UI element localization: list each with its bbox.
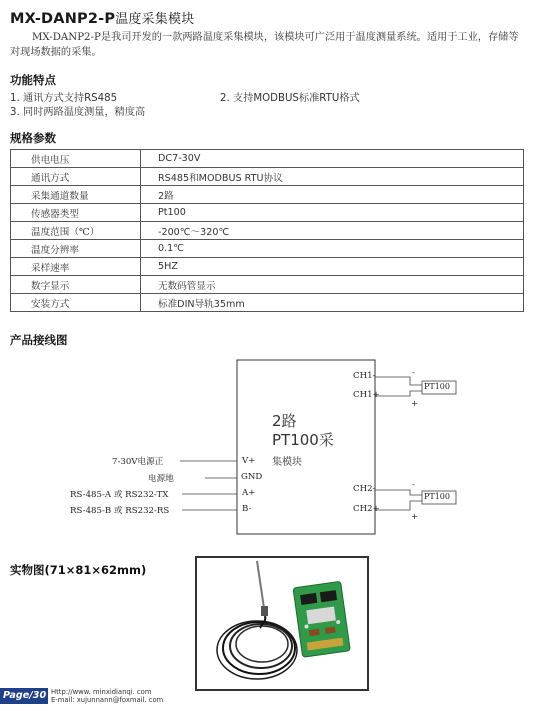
page-title [10, 8, 194, 27]
channel-ch1-minus: CH1- [353, 371, 376, 381]
label-power-ground: 电源地 [148, 474, 174, 484]
sensor-pt100-2: PT100 [424, 492, 450, 501]
label-rs485-a: RS-485-A 或 RS232-TX [70, 490, 169, 500]
channel-ch1-plus: CH1+ [353, 390, 380, 400]
terminal-vplus: V+ [242, 456, 256, 466]
product-name: 温度采集模块 [115, 12, 195, 27]
spec-value: 无数码管显示 [141, 276, 524, 294]
polarity-plus: + [411, 512, 419, 522]
terminal-bminus: B- [242, 504, 252, 514]
spec-key: 安装方式 [11, 294, 141, 312]
specs-heading: 规格参数 [10, 131, 56, 145]
footer-email: E-mail: xujunnann@foxmail. com [51, 696, 164, 704]
model-name: MX-DANP2-P [10, 11, 116, 27]
polarity-plus: + [411, 399, 419, 409]
photo-heading: 实物图(71×81×62mm) [10, 563, 147, 577]
table-row [11, 168, 524, 186]
polarity-minus: - [412, 368, 415, 378]
spec-key: 采样速率 [11, 258, 141, 276]
terminal-aplus: A+ [242, 488, 256, 498]
product-photo [195, 556, 369, 691]
table-row [11, 258, 524, 276]
spec-key: 采集通道数量 [11, 186, 141, 204]
wiring-heading: 产品接线图 [10, 333, 68, 347]
feature-item: 1. 通讯方式支持RS485 [10, 93, 118, 104]
spec-key: 供电电压 [11, 150, 141, 168]
feature-item: 3. 同时两路温度测量，精度高 [10, 107, 146, 118]
spec-value: -200℃～320℃ [141, 222, 524, 240]
table-row [11, 150, 524, 168]
spec-key: 温度范围（℃） [11, 222, 141, 240]
spec-value: 5HZ [141, 258, 524, 276]
spec-key: 温度分辨率 [11, 240, 141, 258]
label-power-positive: 7-30V电源正 [112, 457, 164, 467]
channel-ch2-plus: CH2+ [353, 504, 380, 514]
spec-value: RS485和MODBUS RTU协议 [141, 168, 524, 186]
channel-ch2-minus: CH2- [353, 484, 376, 494]
table-row [11, 222, 524, 240]
footer-website: Http://www. minxidianqi. com [51, 688, 152, 696]
box-text-line1: 2路 [272, 412, 297, 430]
page-number-badge: Page/30 [0, 688, 48, 704]
table-row [11, 186, 524, 204]
spec-value: 标准DIN导轨35mm [141, 294, 524, 312]
spec-key: 传感器类型 [11, 204, 141, 222]
spec-value: 0.1℃ [141, 240, 524, 258]
footer-contact [51, 688, 163, 704]
table-row [11, 294, 524, 312]
table-row [11, 240, 524, 258]
sensor-pt100-1: PT100 [424, 382, 450, 391]
product-illustration [197, 558, 367, 689]
spec-key: 通讯方式 [11, 168, 141, 186]
table-row [11, 204, 524, 222]
polarity-minus: - [412, 480, 415, 490]
spec-value: 2路 [141, 186, 524, 204]
intro-paragraph: MX-DANP2-P是我司开发的一款两路温度采集模块，该模块可广泛用于温度测量系统。适用于工业，存储等对现场数据的采集。 [10, 32, 519, 58]
label-rs485-b: RS-485-B 或 RS232-RS [70, 506, 170, 516]
spec-value: DC7-30V [141, 150, 524, 168]
spec-table [10, 149, 524, 312]
terminal-gnd: GND [241, 472, 263, 482]
wiring-diagram [0, 350, 534, 540]
table-row [11, 276, 524, 294]
features-heading: 功能特点 [10, 73, 56, 87]
feature-item: 2. 支持MODBUS标准RTU格式 [220, 93, 360, 104]
box-text-line3: 集模块 [272, 457, 302, 468]
spec-value: Pt100 [141, 204, 524, 222]
spec-key: 数字显示 [11, 276, 141, 294]
box-text-line2: PT100采 [272, 431, 334, 449]
